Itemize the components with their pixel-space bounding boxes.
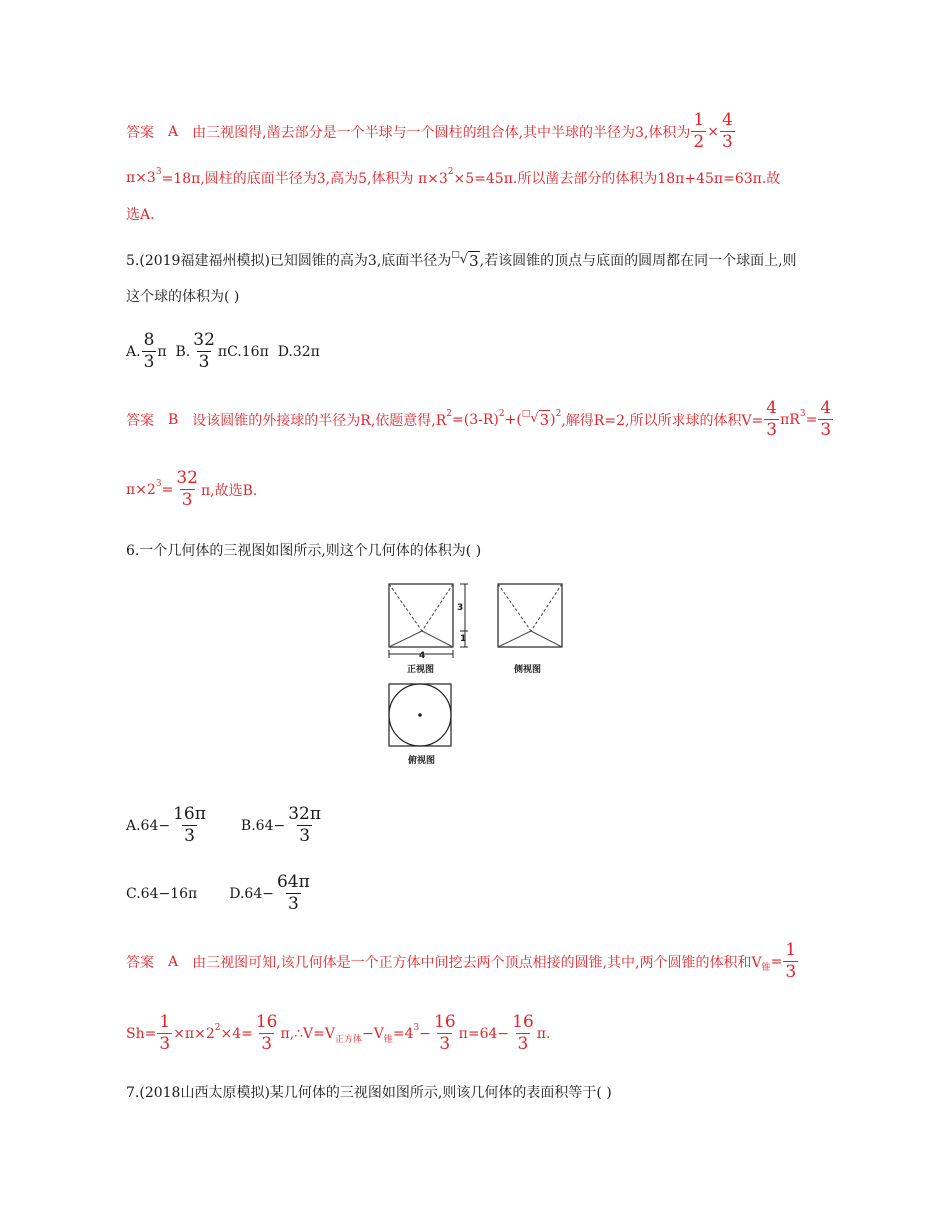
answer-choice: B <box>168 411 179 428</box>
answer-label: 答案 <box>126 412 154 429</box>
fraction: $\frac{8}{3}$ <box>143 330 155 372</box>
question-5-options <box>126 332 320 371</box>
question-6-options-ab <box>126 806 324 845</box>
fraction: $\frac{16}{3}$ <box>512 1012 534 1054</box>
answer-4-line-3: 选A. <box>126 207 155 223</box>
top-view <box>389 684 451 766</box>
fraction: $\frac{1}{3}$ <box>159 1012 171 1054</box>
top-view-label: 俯视图 <box>408 756 436 766</box>
answer-choice: A <box>168 123 179 140</box>
answer-text: 设该圆锥的外接球的半径为R,依题意得,R <box>192 412 447 429</box>
answer-text: 由三视图可知,该几何体是一个正方体中间挖去两个顶点相接的圆锥,其中,两个圆锥的体积和V <box>192 954 762 971</box>
fraction: $\frac{4}{3}$ <box>766 398 778 440</box>
option-b-label: B.64− <box>240 817 286 834</box>
answer-label: 答案 <box>126 124 154 141</box>
root-index: □ <box>451 249 460 260</box>
dimension-1-label: 1 <box>460 634 467 644</box>
question-5-line-2: 这个球的体积为( ) <box>126 289 240 305</box>
answer-6-line-1: 答案 A 由三视图可知,该几何体是一个正方体中间挖去两个顶点相接的圆锥,其中,两个圆锥的体积和V 锥 = $\frac{1}{3}$ <box>126 940 797 982</box>
option-c-text: C.64−16π <box>126 885 198 902</box>
fraction: $\frac{4}{3}$ <box>721 110 733 152</box>
dimension-3-label: 3 <box>457 603 464 613</box>
fraction: $\frac{16\pi}{3}$ <box>173 804 206 846</box>
question-5-line-1 <box>126 250 797 270</box>
question-text: ,若该圆锥的顶点与底面的圆周都在同一个球面上,则 <box>479 253 797 269</box>
dimension-4-label: 4 <box>419 651 426 661</box>
answer-text: =18π,圆柱的底面半径为3,高为5,体积为 π×3 <box>161 171 448 187</box>
fraction: $\frac{4}{3}$ <box>820 398 832 440</box>
answer-choice: A <box>168 953 179 970</box>
option-a-label: A. <box>126 343 141 360</box>
answer-4-line-2 <box>126 168 780 188</box>
root-sign: □√ <box>451 249 469 267</box>
fraction: $\frac{32\pi}{3}$ <box>288 804 322 846</box>
option-b-label: B. <box>175 343 191 360</box>
fraction: $\frac{16}{3}$ <box>434 1012 456 1054</box>
fraction: $\frac{1}{3}$ <box>785 940 797 982</box>
answer-text: π×3 <box>126 170 156 186</box>
answer-text: 由三视图得,凿去部分是一个半球与一个圆柱的组合体,其中半球的半径为3,体积为 <box>192 124 691 141</box>
option-d-label: D.64− <box>229 885 274 902</box>
fraction: $\frac{16}{3}$ <box>255 1012 278 1054</box>
fraction: $\frac{64\pi}{3}$ <box>276 872 310 914</box>
front-view-label: 正视图 <box>407 665 435 675</box>
front-view <box>389 584 468 675</box>
fraction: $\frac{1}{2}$ <box>693 110 705 152</box>
fraction: $\frac{32}{3}$ <box>176 468 198 510</box>
question-7-stem: 7.(2018山西太原模拟)某几何体的三视图如图所示,则该几何体的表面积等于( ) <box>126 1085 612 1101</box>
three-view-figure <box>380 578 580 768</box>
answer-label: 答案 <box>126 954 154 971</box>
times-sign: × <box>707 123 719 140</box>
exponent: 2 <box>447 167 454 177</box>
exponent: 3 <box>155 167 162 177</box>
side-view <box>498 584 562 675</box>
option-a-pi: π <box>157 343 167 360</box>
fraction: $\frac{32}{3}$ <box>193 330 215 372</box>
option-a-label: A.64− <box>126 817 171 834</box>
answer-5-line-1: 答案 B 设该圆锥的外接球的半径为R,依题意得,R 2 =(3-R) 2 +( □√ 3 ) 2 ,解得R=2,所以所求球的体积V= $\frac{4}{3}$ πR 3 = $\frac{4}{3}$ <box>126 398 832 440</box>
option-d-text: D.32π <box>277 343 320 360</box>
answer-4-line-1 <box>126 112 736 151</box>
side-view-label: 侧视图 <box>514 665 542 675</box>
question-text: 5.(2019福建福州模拟)已知圆锥的高为3,底面半径为 <box>126 253 452 269</box>
question-6-options-cd <box>126 874 313 913</box>
option-c-text: πC.16π <box>217 343 269 360</box>
answer-5-line-2: π×2 3 = $\frac{32}{3}$ π,故选B. <box>126 468 258 510</box>
answer-6-line-2: Sh= $\frac{1}{3}$ ×π×2 2 ×4= $\frac{16}{3}$ π,∴V=V 正方体 −V 锥 =4 3 − $\frac{16}{3}$ π=64− $\frac{16}{3}$ π. <box>126 1012 551 1054</box>
question-6-stem: 6.一个几何体的三视图如图所示,则这个几何体的体积为( ) <box>126 543 482 559</box>
answer-text: ×5=45π.所以凿去部分的体积为18π+45π=63π.故 <box>453 171 781 187</box>
radicand: 3 <box>469 251 479 270</box>
